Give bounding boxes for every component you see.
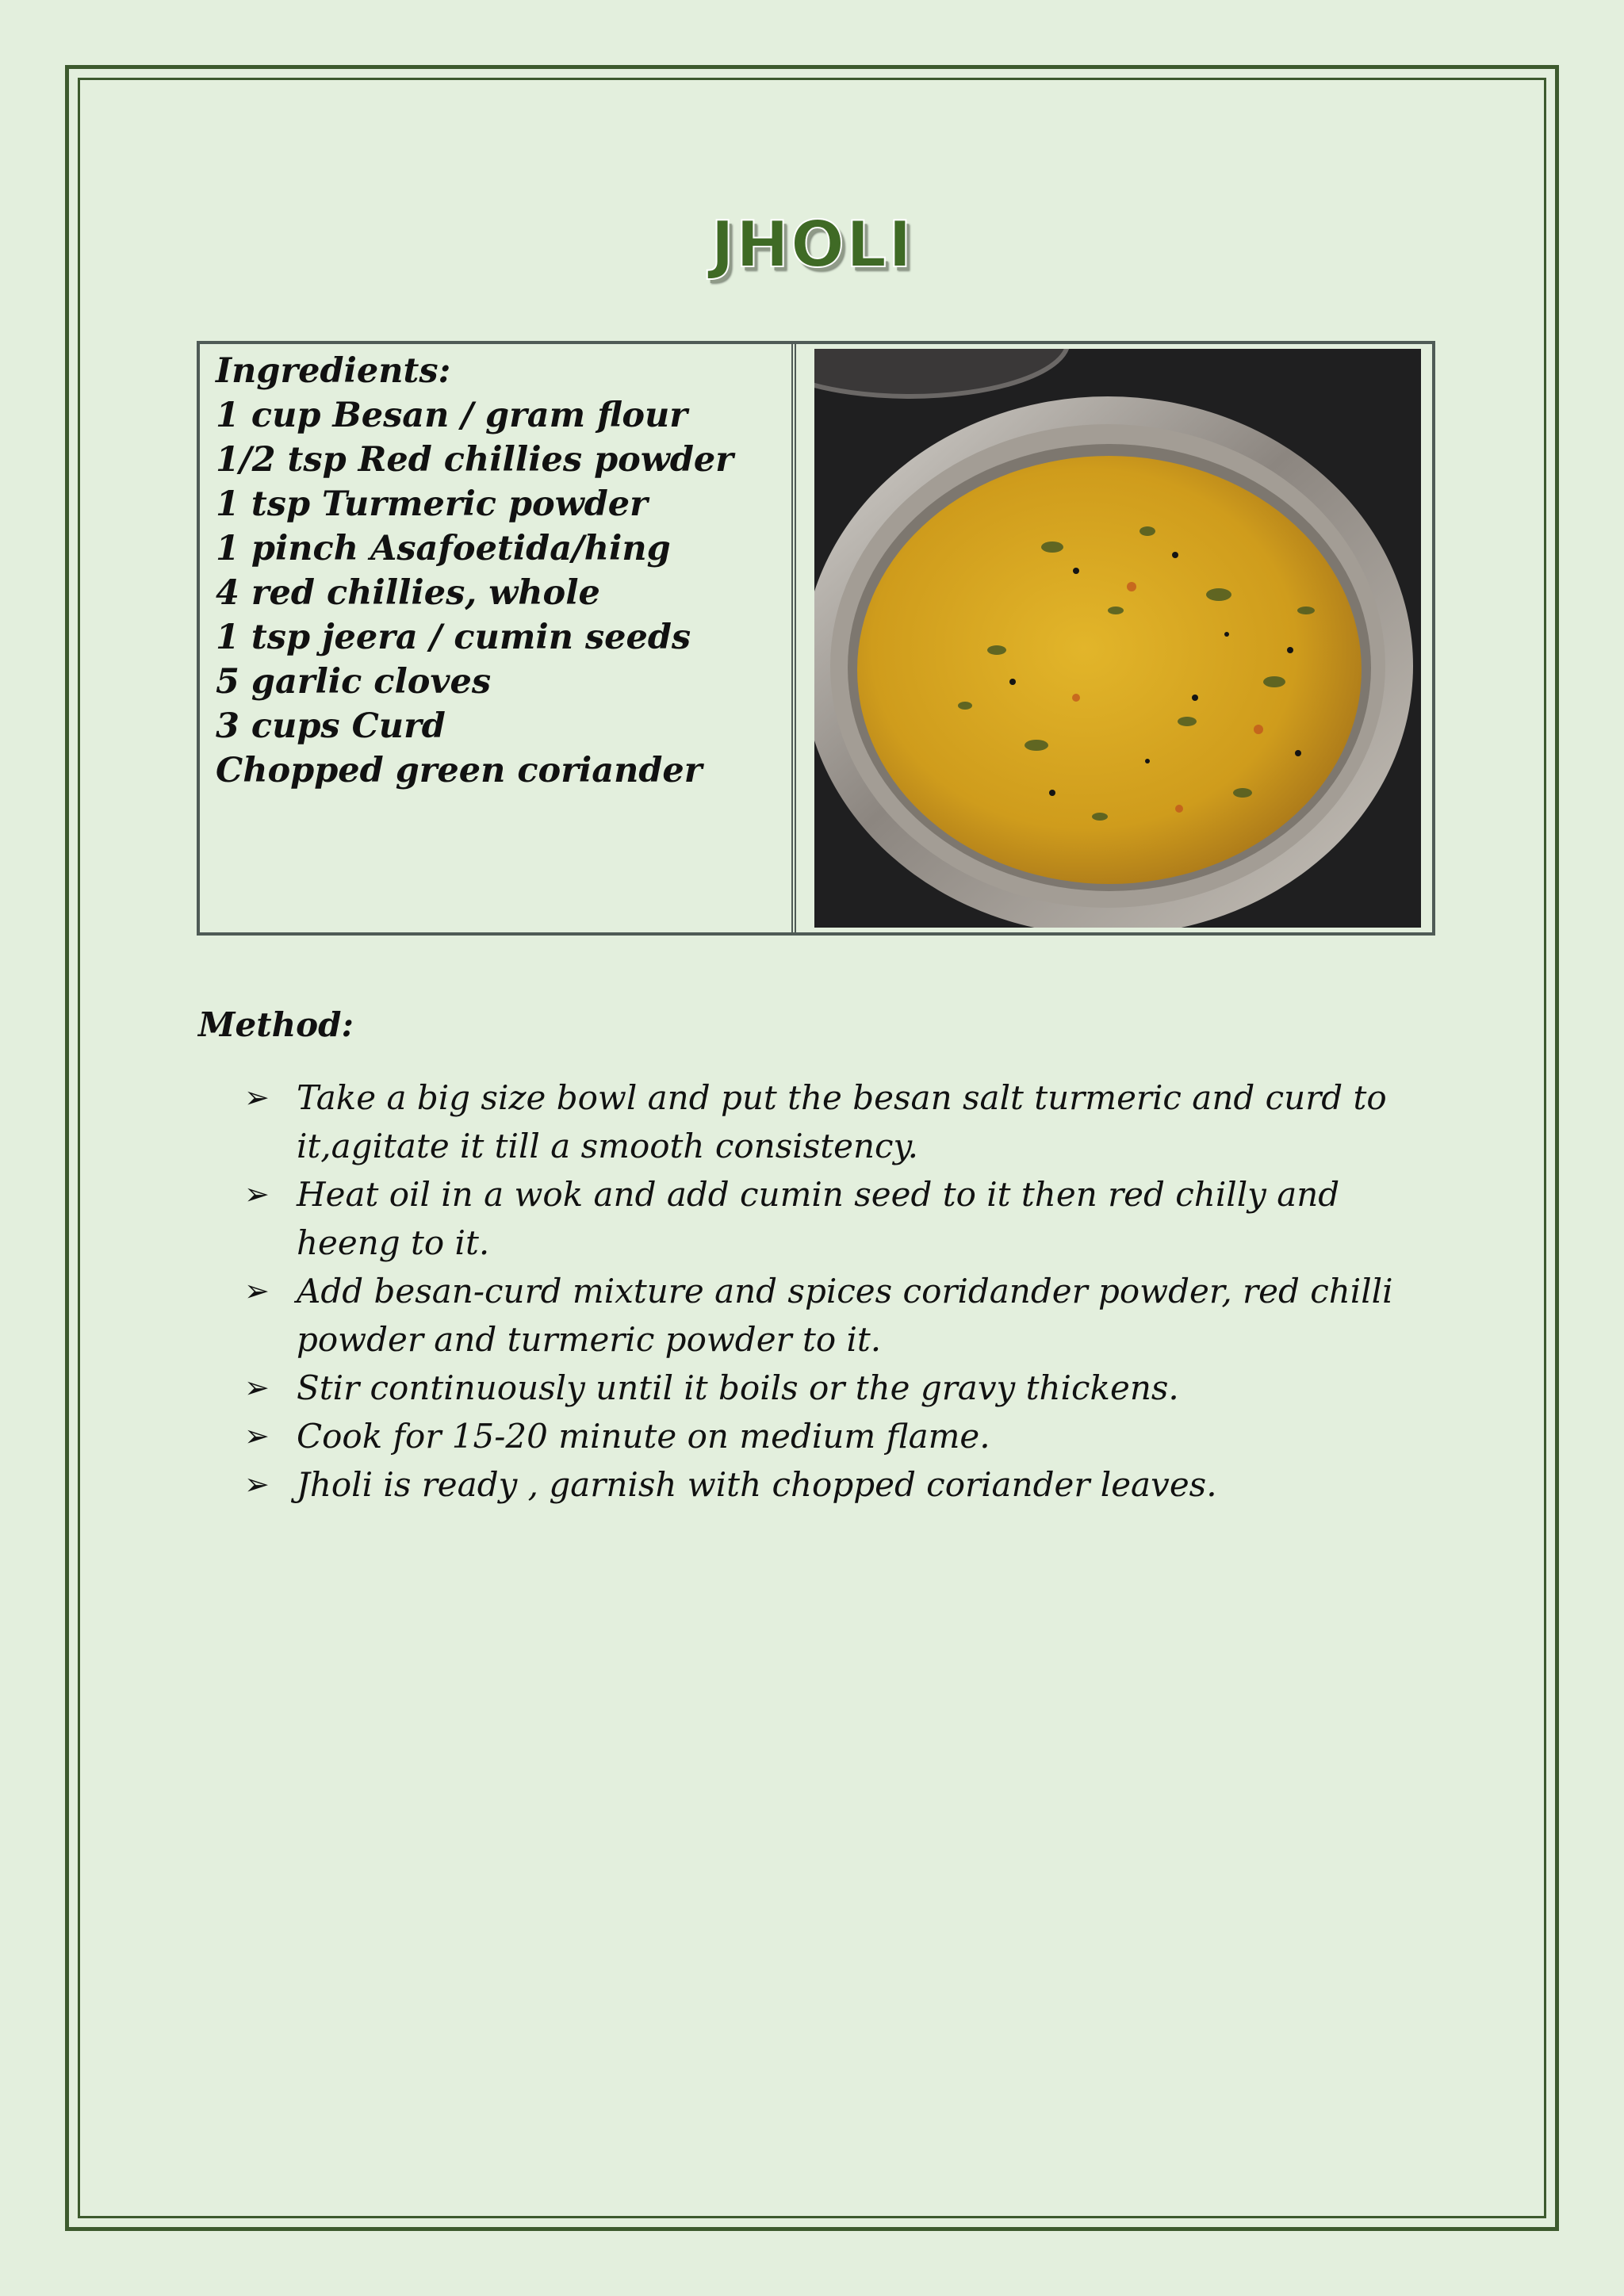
- arrowhead-bullet-icon: ➢: [244, 1273, 270, 1308]
- ingredient-item: 1 pinch Asafoetida/hing: [216, 529, 671, 568]
- method-step: ➢ Stir continuously until it boils or the gravy thickens.: [244, 1364, 1434, 1412]
- method-heading: Method:: [198, 1005, 354, 1044]
- recipe-table: [197, 341, 1435, 936]
- ingredient-item: 1 tsp Turmeric powder: [216, 484, 648, 524]
- jholi-photo: [814, 349, 1421, 928]
- arrowhead-bullet-icon: ➢: [244, 1418, 270, 1453]
- ingredient-item: 1/2 tsp Red chillies powder: [216, 440, 733, 480]
- curry-bowl-illustration: [814, 349, 1421, 928]
- ingredients-cell: [216, 349, 787, 793]
- page-title: JHOLI: [710, 208, 914, 281]
- arrowhead-bullet-icon: ➢: [244, 1370, 270, 1405]
- ingredient-item: Chopped green coriander: [216, 751, 703, 790]
- method-step: ➢ Take a big size bowl and put the besan salt turmeric and curd to it,agitate it till a smooth consistency.: [244, 1073, 1434, 1170]
- arrowhead-bullet-icon: ➢: [244, 1080, 270, 1115]
- ingredient-item: 1 cup Besan / gram flour: [216, 396, 688, 435]
- method-list: [244, 1073, 1434, 1509]
- method-step: ➢ Heat oil in a wok and add cumin seed to it then red chilly and heeng to it.: [244, 1170, 1434, 1267]
- ingredients-heading: Ingredients:: [216, 351, 451, 391]
- ingredient-item: 3 cups Curd: [216, 706, 446, 746]
- table-divider: [791, 344, 796, 932]
- ingredient-item: 1 tsp jeera / cumin seeds: [216, 618, 691, 657]
- ingredient-item: 5 garlic cloves: [216, 662, 492, 702]
- method-step: ➢ Cook for 15-20 minute on medium flame.: [244, 1412, 1434, 1460]
- method-step: ➢ Add besan-curd mixture and spices coridander powder, red chilli powder and turmeric powder to it.: [244, 1267, 1434, 1364]
- arrowhead-bullet-icon: ➢: [244, 1177, 270, 1211]
- arrowhead-bullet-icon: ➢: [244, 1467, 270, 1502]
- method-step: ➢ Jholi is ready , garnish with chopped coriander leaves.: [244, 1460, 1434, 1509]
- ingredient-item: 4 red chillies, whole: [216, 573, 600, 613]
